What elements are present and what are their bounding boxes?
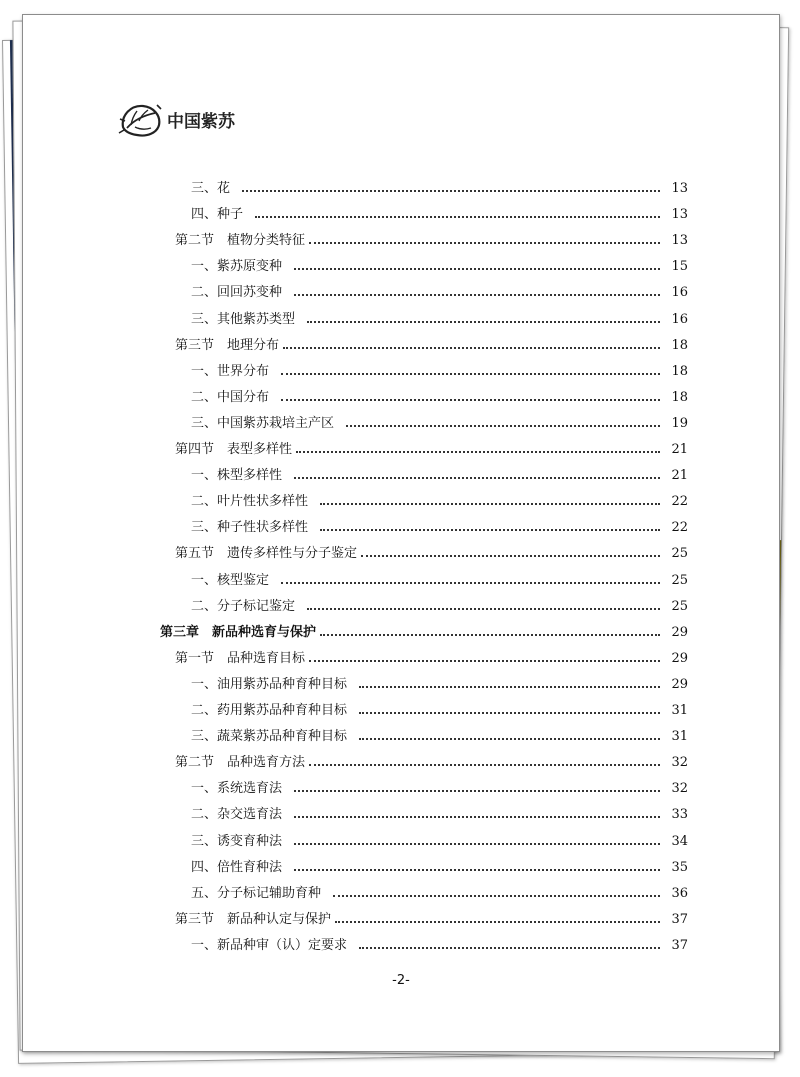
toc-entry-label: 第三节 新品种认定与保护 (175, 911, 332, 927)
toc-entry-label: 二、药用紫苏品种育种目标 (191, 703, 348, 718)
toc-entry-page: 15 (671, 259, 688, 275)
toc-entry-label: 第二节 植物分类特征 (175, 233, 306, 249)
toc-entry-page: 36 (671, 885, 688, 901)
toc-subsection-entry[interactable] (191, 692, 688, 718)
toc-subsection-entry[interactable] (191, 770, 688, 796)
toc-subsection-entry[interactable] (191, 274, 688, 300)
toc-subsection-entry[interactable] (191, 170, 688, 196)
dot-leader (333, 895, 660, 897)
toc-subsection-entry[interactable] (191, 379, 688, 405)
dot-leader (320, 503, 660, 505)
toc-entry-page: 32 (671, 781, 688, 797)
toc-entry-label: 第二节 品种选育方法 (175, 755, 306, 771)
toc-subsection-entry[interactable] (191, 875, 688, 901)
toc-section-entry[interactable] (175, 744, 688, 770)
toc-section-entry[interactable] (175, 431, 688, 457)
toc-entry-page: 25 (671, 572, 688, 588)
toc-subsection-entry[interactable] (191, 196, 688, 222)
toc-entry-label: 一、株型多样性 (191, 468, 283, 484)
toc-entry-label: 四、种子 (191, 207, 244, 223)
brand-logo (117, 95, 235, 143)
toc-entry-label: 二、叶片性状多样性 (191, 494, 309, 510)
toc-entry-page: 13 (671, 181, 688, 196)
toc-entry-page: 16 (671, 311, 688, 327)
toc-entry-page: 37 (671, 911, 688, 927)
toc-entry-label: 一、紫苏原变种 (191, 259, 283, 275)
dot-leader (335, 921, 660, 923)
toc-section-entry[interactable] (175, 327, 688, 353)
toc-entry-page: 21 (671, 468, 688, 484)
dot-leader (309, 660, 660, 662)
toc-entry-page: 16 (671, 285, 688, 301)
toc-entry-page: 25 (671, 546, 688, 562)
toc-subsection-entry[interactable] (191, 718, 688, 744)
dot-leader (294, 477, 660, 479)
toc-entry-page: 33 (671, 807, 688, 823)
dot-leader (309, 242, 660, 244)
document-page (22, 14, 780, 1052)
dot-leader (255, 216, 660, 218)
dot-leader (296, 451, 660, 453)
toc-section-entry[interactable] (175, 640, 688, 666)
toc-subsection-entry[interactable] (191, 666, 688, 692)
dot-leader (346, 425, 660, 427)
toc-entry-page: 18 (671, 363, 688, 379)
dot-leader (359, 712, 660, 714)
dot-leader (294, 843, 660, 845)
toc-entry-label: 第一节 品种选育目标 (175, 650, 306, 666)
dot-leader (320, 634, 660, 636)
toc-subsection-entry[interactable] (191, 562, 688, 588)
toc-entry-page: 29 (671, 624, 688, 640)
toc-entry-label: 第三节 地理分布 (175, 337, 280, 353)
toc-entry-page: 31 (671, 703, 688, 718)
toc-entry-page: 18 (671, 389, 688, 405)
dot-leader (294, 869, 660, 871)
toc-entry-page: 37 (671, 937, 688, 953)
toc-entry-page: 13 (671, 207, 688, 223)
toc-entry-page: 29 (671, 676, 688, 692)
toc-subsection-entry[interactable] (191, 301, 688, 327)
toc-chapter-entry[interactable] (160, 614, 688, 640)
toc-entry-page: 29 (671, 650, 688, 666)
toc-entry-label: 一、核型鉴定 (191, 572, 270, 588)
toc-entry-label: 二、回回苏变种 (191, 285, 283, 301)
toc-subsection-entry[interactable] (191, 823, 688, 849)
dot-leader (309, 764, 660, 766)
toc-entry-label: 三、中国紫苏栽培主产区 (191, 415, 335, 431)
toc-entry-label: 一、新品种审（认）定要求 (191, 937, 348, 953)
dot-leader (294, 816, 660, 818)
toc-section-entry[interactable] (175, 222, 688, 248)
toc-entry-label: 第五节 遗传多样性与分子鉴定 (175, 546, 358, 562)
dot-leader (242, 190, 660, 192)
toc-entry-label: 二、分子标记鉴定 (191, 598, 296, 614)
toc-subsection-entry[interactable] (191, 849, 688, 875)
toc-entry-page: 22 (671, 520, 688, 536)
toc-entry-label: 一、系统选育法 (191, 781, 283, 797)
toc-entry-label: 二、中国分布 (191, 389, 270, 405)
toc-entry-label: 第四节 表型多样性 (175, 442, 293, 457)
dot-leader (294, 294, 660, 296)
toc-subsection-entry[interactable] (191, 353, 688, 379)
dot-leader (281, 399, 660, 401)
toc-entry-page: 18 (671, 337, 688, 353)
toc-entry-label: 第三章 新品种选育与保护 (160, 624, 317, 640)
toc-subsection-entry[interactable] (191, 509, 688, 535)
toc-entry-label: 三、蔬菜紫苏品种育种目标 (191, 729, 348, 745)
toc-entry-label: 二、杂交选育法 (191, 807, 283, 823)
dot-leader (294, 790, 660, 792)
toc-entry-page: 34 (671, 833, 688, 849)
toc-entry-label: 三、其他紫苏类型 (191, 311, 296, 327)
toc-subsection-entry[interactable] (191, 927, 688, 953)
toc-entry-page: 19 (671, 415, 688, 431)
dot-leader (307, 608, 660, 610)
toc-entry-page: 25 (671, 598, 688, 614)
toc-subsection-entry[interactable] (191, 588, 688, 614)
dot-leader (359, 947, 660, 949)
perilla-leaf-logo-icon (117, 97, 165, 141)
dot-leader (281, 582, 660, 584)
toc-subsection-entry[interactable] (191, 796, 688, 822)
toc-subsection-entry[interactable] (191, 457, 688, 483)
toc-entry-label: 一、油用紫苏品种育种目标 (191, 676, 348, 692)
toc-entry-page: 21 (671, 442, 688, 457)
dot-leader (283, 347, 660, 349)
toc-section-entry[interactable] (175, 901, 688, 927)
toc-entry-label: 五、分子标记辅助育种 (191, 885, 322, 901)
toc-entry-label: 四、倍性育种法 (191, 859, 283, 875)
toc-subsection-entry[interactable] (191, 483, 688, 509)
dot-leader (359, 686, 660, 688)
dot-leader (281, 373, 660, 375)
logo-text: 中国紫苏 (167, 111, 235, 132)
page-number: -2- (392, 973, 410, 988)
toc-subsection-entry[interactable] (191, 405, 688, 431)
toc-entry-page: 13 (671, 233, 688, 249)
dot-leader (320, 529, 660, 531)
toc-entry-label: 三、花 (191, 181, 231, 196)
toc-entry-page: 35 (671, 859, 688, 875)
dot-leader (359, 738, 660, 740)
dot-leader (294, 268, 660, 270)
toc-entry-page: 32 (671, 755, 688, 771)
toc-subsection-entry[interactable] (191, 248, 688, 274)
dot-leader (307, 321, 660, 323)
dot-leader (361, 555, 660, 557)
toc-entry-label: 三、诱变育种法 (191, 833, 283, 849)
toc-entry-label: 一、世界分布 (191, 363, 270, 379)
toc-section-entry[interactable] (175, 535, 688, 561)
toc-entry-label: 三、种子性状多样性 (191, 520, 309, 536)
toc-entry-page: 31 (671, 729, 688, 745)
toc-entry-page: 22 (671, 494, 688, 510)
